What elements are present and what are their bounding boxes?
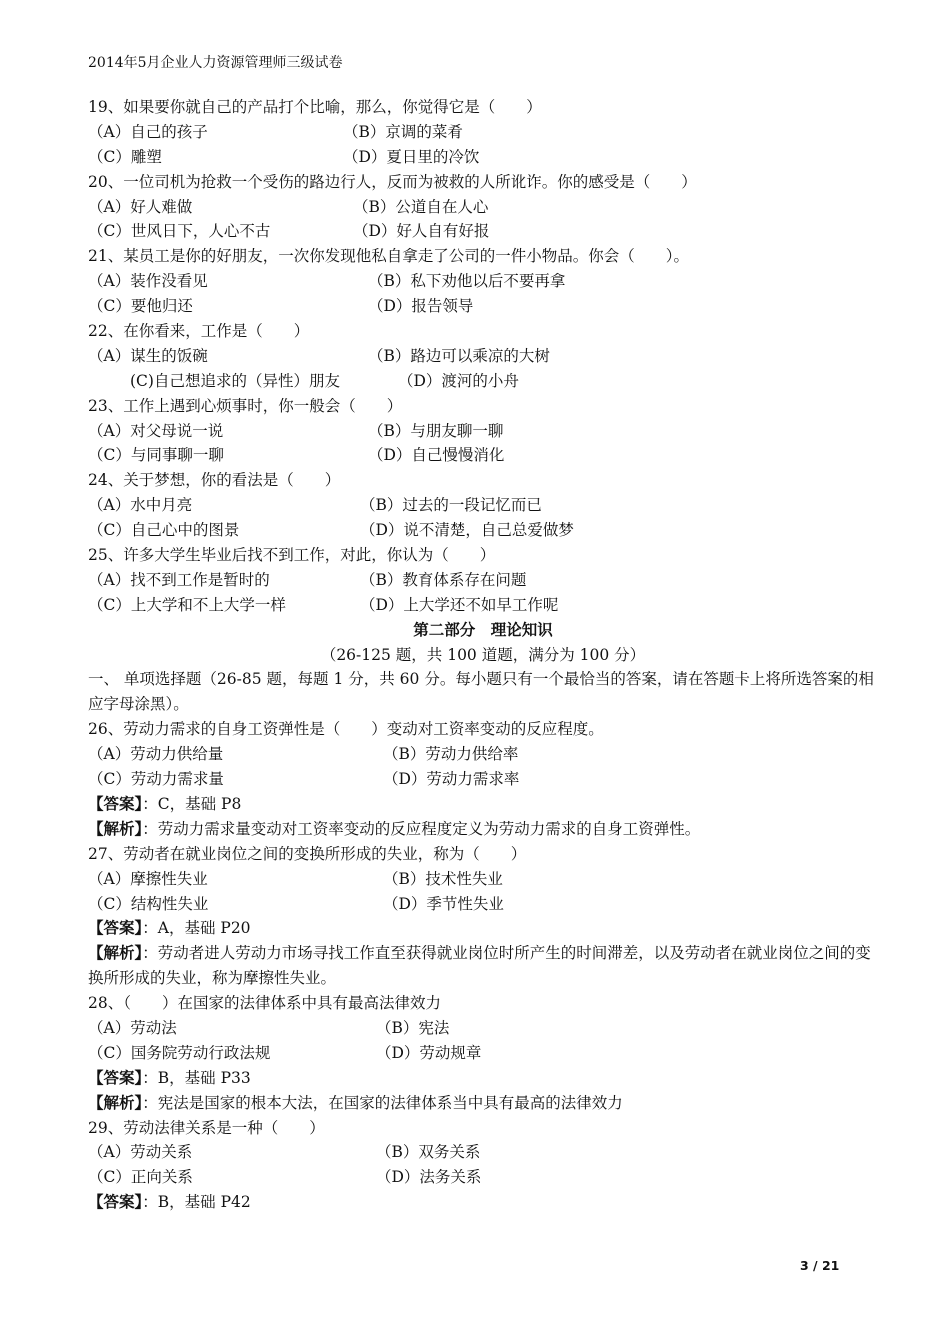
option-right: （D）好人自有好报	[353, 222, 490, 241]
option-row	[88, 344, 878, 369]
answer-label: 【解析】	[88, 943, 143, 963]
option-right: （B）路边可以乘凉的大树	[368, 346, 550, 365]
answer-line	[88, 916, 878, 941]
option-row	[88, 269, 878, 294]
answer-text: ：B，基础 P33	[142, 1068, 251, 1087]
answer-text: ：宪法是国家的根本大法，在国家的法律体系当中具有最高的法律效力	[142, 1093, 623, 1112]
option-row	[88, 518, 878, 543]
option-right: （B）私下劝他以后不要再拿	[368, 272, 566, 291]
option-right: （D）上大学还不如早工作呢	[360, 595, 559, 614]
option-left: （C）自己心中的图景	[88, 521, 240, 540]
option-right: （B）公道自在人心	[353, 197, 489, 216]
answer-text: ：劳动力需求量变动对工资率变动的反应程度定义为劳动力需求的自身工资弹性。	[142, 819, 701, 838]
option-row	[88, 145, 878, 170]
answer-label: 【解析】	[88, 818, 143, 838]
option-left: （A）劳动法	[88, 1019, 177, 1038]
option-row	[88, 219, 878, 244]
answer-text: ：C，基础 P8	[142, 794, 242, 813]
option-row	[88, 767, 878, 792]
option-left: （C）要他归还	[88, 297, 193, 316]
section-title: 第二部分 理论知识	[413, 619, 553, 639]
answer-label: 【答案】	[88, 1067, 143, 1087]
option-right: （D）自己慢慢消化	[368, 446, 505, 465]
option-row	[88, 443, 878, 468]
answer-text: ：劳动者进人劳动力市场寻找工作直至获得就业岗位时所产生的时间滞差，以及劳动者在就业岗位之间的变换所形成的失业，称为摩擦性失业。	[88, 944, 871, 988]
option-right: （D）渡河的小舟	[398, 371, 519, 390]
option-row	[88, 1140, 878, 1165]
option-right: （D）法务关系	[376, 1168, 482, 1187]
option-right: （D）劳动规章	[376, 1043, 482, 1062]
answer-line	[88, 1190, 878, 1215]
document-body	[88, 95, 878, 1215]
option-right: （D）季节性失业	[383, 894, 504, 913]
option-right: （B）京调的菜肴	[343, 122, 463, 141]
section-instructions: 一、 单项选择题（26-85 题，每题 1 分，共 60 分。每小题只有一个最恰当的答案，请在答题卡上将所选答案的相应字母涂黑）。	[88, 670, 874, 714]
answer-label: 【答案】	[88, 1192, 143, 1212]
option-row	[88, 195, 878, 220]
question-stem: 28、（ ）在国家的法律体系中具有最高法律效力	[88, 994, 441, 1013]
option-right: （D）劳动力需求率	[383, 770, 520, 789]
option-left: （C）国务院劳动行政法规	[88, 1043, 271, 1062]
option-right: （B）宪法	[376, 1019, 450, 1038]
option-row	[88, 419, 878, 444]
question-stem: 20、一位司机为抢救一个受伤的路边行人，反而为被救的人所讹诈。你的感受是（ ）	[88, 172, 697, 191]
question-stem: 26、劳动力需求的自身工资弹性是（ ）变动对工资率变动的反应程度。	[88, 720, 604, 739]
question-stem: 22、在你看来，工作是（ ）	[88, 322, 310, 341]
question-stem: 23、工作上遇到心烦事时，你一般会（ ）	[88, 396, 403, 415]
option-left: （A）对父母说一说	[88, 421, 224, 440]
option-row	[88, 892, 878, 917]
option-left: （A）好人难做	[88, 197, 193, 216]
option-left: （C）劳动力需求量	[88, 770, 224, 789]
option-left: （A）找不到工作是暂时的	[88, 570, 270, 589]
option-left: （A）自己的孩子	[88, 122, 208, 141]
option-right: （D）夏日里的冷饮	[343, 147, 480, 166]
answer-line	[88, 1066, 878, 1091]
question-stem: 24、关于梦想，你的看法是（ ）	[88, 471, 341, 490]
explanation-line	[88, 817, 878, 842]
question-stem: 21、某员工是你的好朋友，一次你发现他私自拿走了公司的一件小物品。你会（ ）。	[88, 247, 689, 266]
answer-text: ：B，基础 P42	[142, 1193, 251, 1212]
option-left: （A）劳动关系	[88, 1143, 193, 1162]
option-right: （B）与朋友聊一聊	[368, 421, 504, 440]
option-row	[88, 593, 878, 618]
option-left: （A）劳动力供给量	[88, 745, 224, 764]
option-left: （C）雕塑	[88, 147, 162, 166]
option-row	[88, 742, 878, 767]
option-left: （A）谋生的饭碗	[88, 346, 208, 365]
question-stem: 25、许多大学生毕业后找不到工作，对此，你认为（ ）	[88, 546, 496, 565]
option-right: （B）劳动力供给率	[383, 745, 519, 764]
option-row	[88, 867, 878, 892]
option-row	[88, 493, 878, 518]
question-stem: 19、如果要你就自己的产品打个比喻，那么，你觉得它是（ ）	[88, 98, 542, 116]
option-row	[88, 120, 878, 145]
answer-label: 【解析】	[88, 1092, 143, 1112]
answer-label: 【答案】	[88, 793, 143, 813]
option-left: （A）装作没看见	[88, 272, 208, 291]
page-header: 2014年5月企业人力资源管理师三级试卷	[88, 55, 343, 71]
option-row	[88, 1041, 878, 1066]
option-left: （A）水中月亮	[88, 496, 193, 515]
option-row	[88, 294, 878, 319]
option-left: （A）摩擦性失业	[88, 869, 208, 888]
question-stem: 27、劳动者在就业岗位之间的变换所形成的失业，称为（ ）	[88, 844, 527, 863]
question-stem: 29、劳动法律关系是一种（ ）	[88, 1118, 325, 1137]
option-left: （C）与同事聊一聊	[88, 446, 224, 465]
option-row	[88, 1016, 878, 1041]
explanation-line	[88, 941, 878, 991]
option-left: （C）结构性失业	[88, 894, 209, 913]
option-right: （B）双务关系	[376, 1143, 481, 1162]
answer-line	[88, 792, 878, 817]
explanation-line	[88, 1091, 878, 1116]
page-number: 3 / 21	[800, 1258, 840, 1273]
option-left: （C）世风日下，人心不古	[88, 222, 271, 241]
option-right: （D）报告领导	[368, 297, 474, 316]
option-right: （B）技术性失业	[383, 869, 503, 888]
option-right: （D）说不清楚，自己总爱做梦	[360, 521, 574, 540]
option-left: （C）上大学和不上大学一样	[88, 595, 286, 614]
option-row	[88, 568, 878, 593]
option-row	[88, 369, 878, 394]
answer-label: 【答案】	[88, 918, 143, 938]
option-left: (C)自己想追求的（异性）朋友	[130, 371, 340, 390]
answer-text: ：A，基础 P20	[142, 919, 251, 938]
section-subtitle: （26-125 题，共 100 道题，满分为 100 分）	[320, 645, 646, 664]
option-right: （B）过去的一段记忆而已	[360, 496, 542, 515]
option-row	[88, 1165, 878, 1190]
option-right: （B）教育体系存在问题	[360, 570, 527, 589]
option-left: （C）正向关系	[88, 1168, 193, 1187]
